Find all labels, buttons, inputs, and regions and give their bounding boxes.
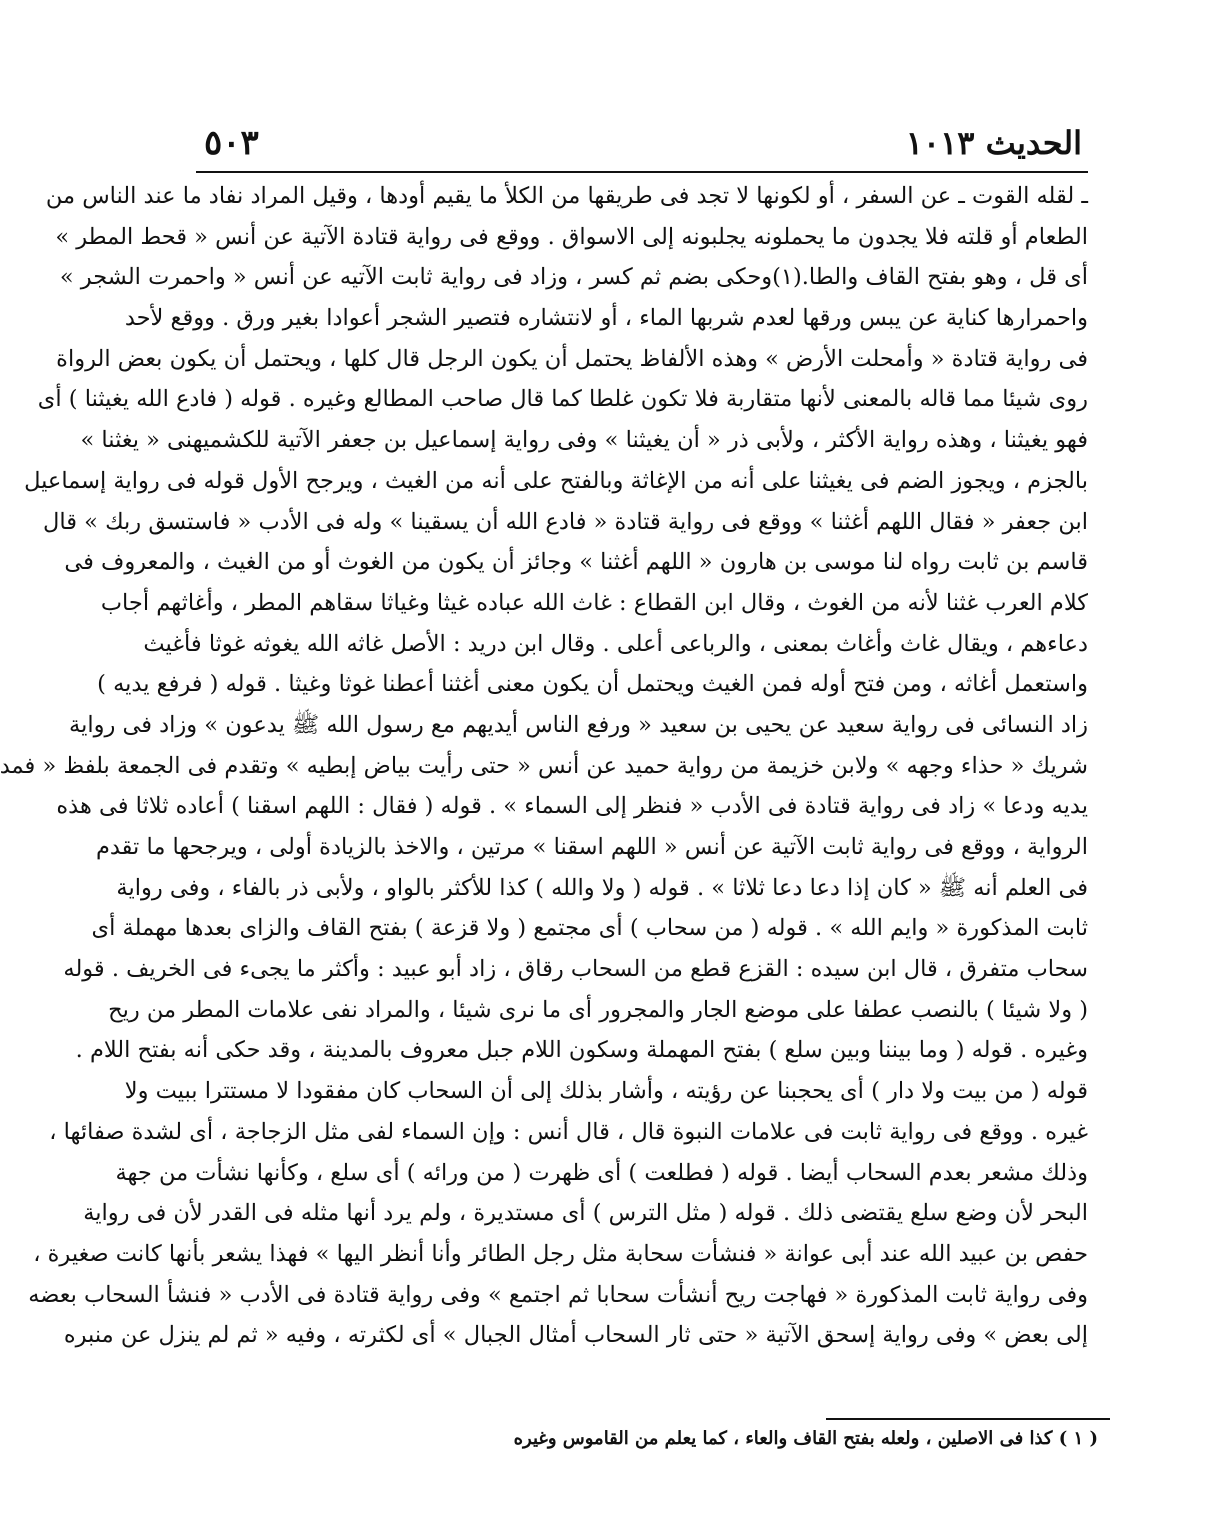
text-line: أى قل ، وهو بفتح القاف والطا.(١)وحكى بضم ثم كسر ، وزاد فى رواية ثابت الآتيه عن أنس « واحمرت الشجر » [59,264,1088,291]
text-line: وذلك مشعر بعدم السحاب أيضا . قوله ( فطلعت ) أى ظهرت ( من ورائه ) أى سلع ، وكأنها نشأت من جهة [115,1159,1088,1186]
text-line: الطعام أو قلته فلا يجدون ما يحملونه يجلبونه إلى الاسواق . ووقع فى رواية قتادة الآتية عن أنس « قحط المطر » [55,223,1088,250]
running-title: الحديث ١٠١٣ [905,124,1082,162]
text-line: إلى بعض » وفى رواية إسحق الآتية « حتى ثار السحاب أمثال الجبال » أى لكثرته ، وفيه « ثم لم ينزل عن منبره [63,1322,1088,1349]
text-line: الرواية ، ووقع فى رواية ثابت الآتية عن أنس « اللهم اسقنا » مرتين ، والاخذ بالزيادة أولى ، ويرجحها ما تقدم [95,834,1088,860]
text-line: شريك « حذاء وجهه » ولابن خزيمة من رواية حميد عن أنس « حتى رأيت بياض إبطيه » وتقدم فى الجمعة بلفظ « فمد [0,752,1088,779]
text-line: ( ولا شيئا ) بالنصب عطفا على موضع الجار والمجرور أى ما نرى شيئا ، والمراد نفى علامات المطر من ريح [108,996,1088,1023]
text-line: البحر لأن وضع سلع يقتضى ذلك . قوله ( مثل الترس ) أى مستديرة ، ولم يرد أنها مثله فى القدر لأن فى رواية [83,1200,1088,1227]
text-line: قاسم بن ثابت رواه لنا موسى بن هارون « اللهم أغثنا » وجائز أن يكون من الغوث أو من الغيث ، والمعروف فى [64,549,1088,576]
footnote: ( ١ ) كذا فى الاصلين ، ولعله بفتح القاف والعاء ، كما يعلم من القاموس وغيره [513,1428,1098,1449]
text-line: حفص بن عبيد الله عند أبى عوانة « فنشأت سحابة مثل رجل الطائر وأنا أنظر اليها » فهذا يشعر بأنها كانت صغيرة ، [33,1240,1088,1267]
text-line: واستعمل أغاثه ، ومن فتح أوله فمن الغيث ويحتمل أن يكون معنى أغثنا أعطنا غوثا وغيثا . قوله ( فرفع يديه ) [97,671,1088,698]
text-line: وفى رواية ثابت المذكورة « فهاجت ريح أنشأت سحابا ثم اجتمع » وفى رواية قتادة فى الأدب « فنشأ السحاب بعضه [28,1281,1088,1308]
text-line: ـ لقله القوت ـ عن السفر ، أو لكونها لا تجد فى طريقها من الكلأ ما يقيم أودها ، وقيل المراد نفاد ما عند الناس من [45,183,1088,209]
text-line: فى رواية قتادة « وأمحلت الأرض » وهذه الألفاظ يحتمل أن يكون الرجل قال كلها ، ويحتمل أن يكون بعض الرواة [56,345,1088,372]
page-number: ٥٠٣ [204,123,259,163]
header-rule [196,171,1088,173]
page-header [204,118,1082,168]
text-line: ابن جعفر « فقال اللهم أغثنا » ووقع فى رواية قتادة « فادع الله أن يسقينا » وله فى الأدب « فاستسق ربك » قال [43,508,1088,535]
text-line: ثابت المذكورة « وايم الله » . قوله ( من سحاب ) أى مجتمع ( ولا قزعة ) بفتح القاف والزاى بعدها مهملة أى [91,915,1088,942]
text-line: فهو يغيثنا ، وهذه رواية الأكثر ، ولأبى ذر « أن يغيثنا » وفى رواية إسماعيل بن جعفر الآتية للكشميهنى « يغثنا » [80,427,1088,454]
text-line: وغيره . قوله ( وما بيننا وبين سلع ) بفتح المهملة وسكون اللام جبل معروف بالمدينة ، وقد حكى أنه بفتح اللام . [75,1037,1088,1064]
body-text [0,176,1088,1356]
footnote-rule [826,1418,1110,1420]
text-line: سحاب متفرق ، قال ابن سيده : القزع قطع من السحاب رقاق ، زاد أبو عبيد : وأكثر ما يجىء فى الخريف . قوله [63,956,1088,983]
text-line: قوله ( من بيت ولا دار ) أى يحجبنا عن رؤيته ، وأشار بذلك إلى أن السحاب كان مفقودا لا مستترا ببيت ولا [124,1078,1088,1105]
text-line: روى شيئا مما قاله بالمعنى لأنها متقاربة فلا تكون غلطا كما قال صاحب المطالع وغيره . قوله ( فادع الله يغيثنا ) أى [37,386,1088,413]
text-line: دعاءهم ، ويقال غاث وأغاث بمعنى ، والرباعى أعلى . وقال ابن دريد : الأصل غاثه الله يغوثه غوثا فأغيث [143,630,1088,657]
text-line: فى العلم أنه ﷺ « كان إذا دعا دعا ثلاثا » . قوله ( ولا والله ) كذا للأكثر بالواو ، ولأبى ذر بالفاء ، وفى رواية [116,874,1088,901]
text-line: يديه ودعا » زاد فى رواية قتادة فى الأدب « فنظر إلى السماء » . قوله ( فقال : اللهم اسقنا ) أعاده ثلاثا فى هذه [56,793,1088,820]
text-line: زاد النسائى فى رواية سعيد عن يحيى بن سعيد « ورفع الناس أيديهم مع رسول الله ﷺ يدعون » وزاد فى رواية [69,711,1088,738]
text-line: بالجزم ، ويجوز الضم فى يغيثنا على أنه من الإغاثة وبالفتح على أنه من الغيث ، ويرجح الأول قوله فى رواية إسماعيل [24,467,1088,494]
text-line: غيره . ووقع فى رواية ثابت فى علامات النبوة قال ، قال أنس : وإن السماء لفى مثل الزجاجة ، أى لشدة صفائها ، [49,1118,1088,1145]
text-line: كلام العرب غثنا لأنه من الغوث ، وقال ابن القطاع : غاث الله عباده غيثا وغياثا سقاهم المطر ، وأغاثهم أجاب [100,589,1088,616]
text-line: واحمرارها كناية عن يبس ورقها لعدم شربها الماء ، أو لانتشاره فتصير الشجر أعوادا بغير ورق . ووقع لأحد [124,305,1088,332]
